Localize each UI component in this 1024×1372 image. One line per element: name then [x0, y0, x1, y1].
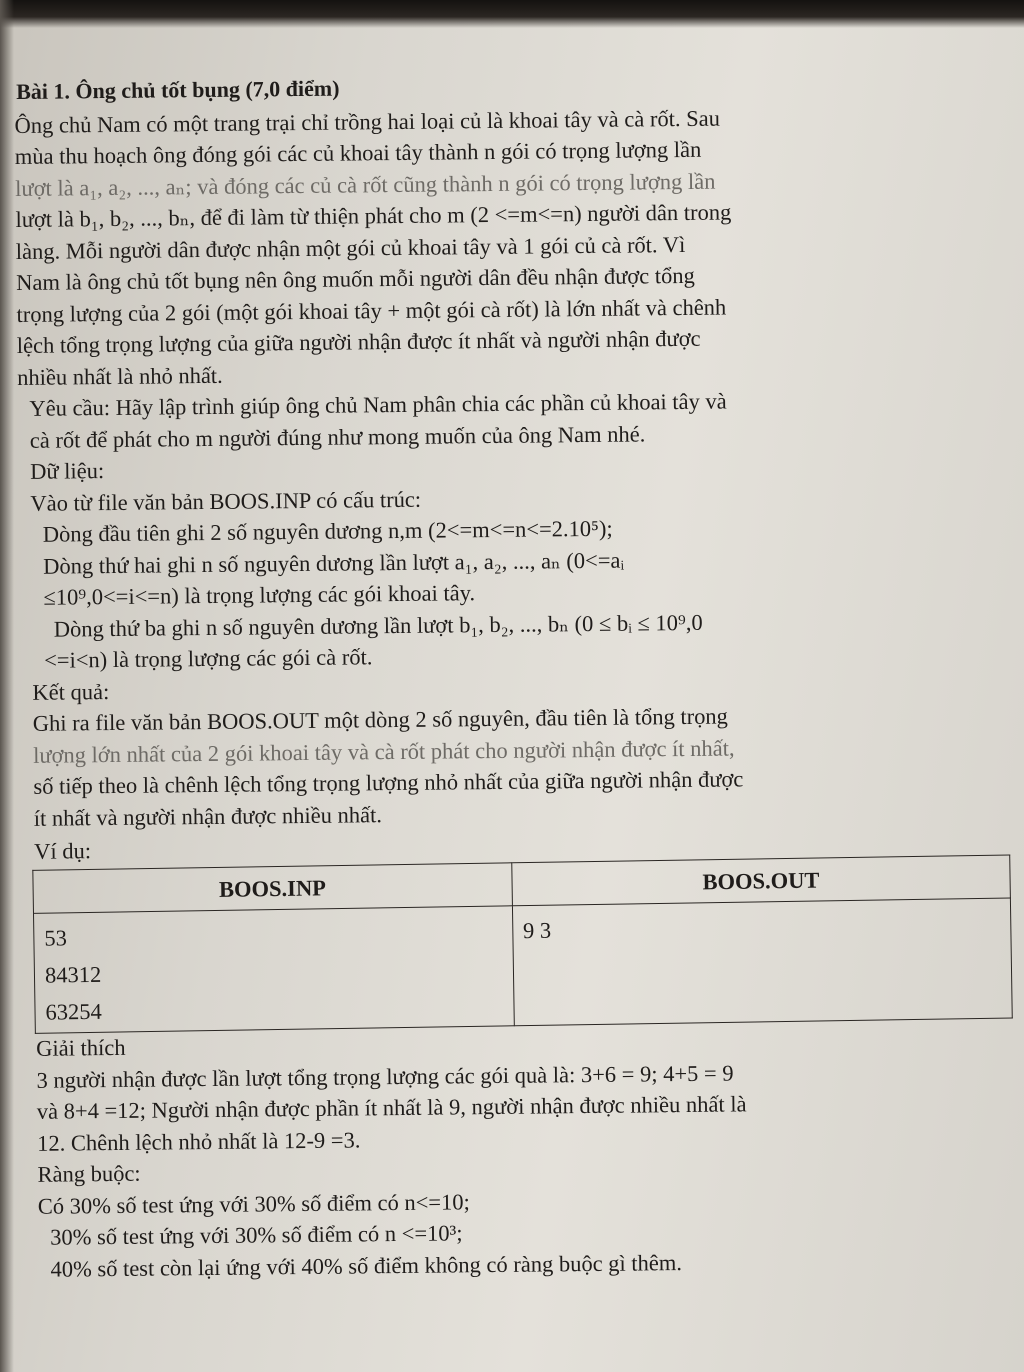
example-header-output: BOOS.OUT — [511, 854, 1010, 904]
statement-line: làng. Mỗi người dân được nhận một gói củ khoai tây và 1 gói củ cà rốt. Vì — [15, 231, 686, 264]
input-section — [18, 446, 1005, 677]
input-heading: Dữ liệu: — [30, 458, 105, 484]
statement-line: nhiều nhất là nhỏ nhất. — [17, 362, 223, 390]
problem-text — [14, 66, 1012, 1285]
photo-left-shadow — [0, 0, 14, 1372]
statement-line: lượt là b₁, b₂, ..., bₙ, để đi làm từ thiện phát cho m (2 <=m<=n) người dân trong — [15, 199, 732, 232]
example-output-cell — [512, 897, 1012, 1025]
output-section — [20, 666, 1007, 834]
constraints-section — [25, 1149, 1011, 1285]
output-line: ít nhất và người nhận được nhiều nhất. — [33, 801, 383, 831]
example-input-line: 84312 — [44, 960, 102, 987]
input-line: Dòng đầu tiên ghi 2 số nguyên dương n,m (2<=m<=n<=2.10⁵); — [42, 515, 613, 547]
statement-line: Nam là ông chủ tốt bụng nên ông muốn mỗi người dân đều nhận được tổng — [16, 262, 695, 295]
explanation-line: 3 người nhận được lần lượt tổng trọng lượng các gói quà là: 3+6 = 9; 4+5 = 9 — [36, 1060, 734, 1093]
explanation-line: và 8+4 =12; Người nhận được phần ít nhất là 9, người nhận được nhiều nhất là — [36, 1091, 747, 1124]
example-header-input: BOOS.INP — [33, 862, 512, 912]
example-input-cell — [33, 905, 514, 1033]
input-line: Vào từ file văn bản BOOS.INP có cấu trúc: — [30, 486, 422, 516]
statement-line: lượt là a₁, a₂, ..., aₙ; và đóng các củ cà rốt cũng thành n gói có trọng lượng lần — [15, 168, 716, 201]
statement-line: mùa thu hoạch ông đóng gói các củ khoai tây thành n gói có trọng lượng lần — [14, 136, 702, 169]
output-line: Ghi ra file văn bản BOOS.OUT một dòng 2 số nguyên, đầu tiên là tổng trọng — [32, 703, 728, 736]
input-line: <=i<n) là trọng lượng các gói cà rốt. — [43, 644, 373, 673]
requirement-line: Yêu cầu: Hãy lập trình giúp ông chủ Nam phân chia các phần củ khoai tây và — [29, 388, 727, 421]
output-line: số tiếp theo là chênh lệch tổng trọng lượng nhỏ nhất của giữa người nhận được — [33, 766, 744, 799]
photo-top-shadow — [0, 0, 1024, 28]
output-heading: Kết quả: — [32, 678, 110, 705]
explanation-section — [24, 1023, 1010, 1159]
constraint-line: Có 30% số test ứng với 30% số điểm có n<=10; — [37, 1188, 470, 1219]
example-input-line: 63254 — [45, 997, 102, 1024]
statement-line: Ông chủ Nam có một trang trại chỉ trồng hai loại củ là khoai tây và cà rốt. Sau — [14, 105, 721, 138]
example-label: Ví dụ: — [33, 838, 92, 864]
example-table — [32, 854, 1012, 1033]
input-line: Dòng thứ hai ghi n số nguyên dương lần lượt a₁, a₂, ..., aₙ (0<=aᵢ — [42, 547, 625, 579]
input-line: Dòng thứ ba ghi n số nguyên dương lần lượt b₁, b₂, ..., bₙ (0 ≤ bᵢ ≤ 10⁹,0 — [53, 609, 703, 642]
problem-title: Bài 1. Ông chủ tốt bụng (7,0 điểm) — [16, 75, 340, 104]
requirement-block — [17, 383, 1003, 456]
statement-line: lệch tổng trọng lượng của giữa người nhận được ít nhất và người nhận được — [16, 325, 701, 358]
constraints-heading: Ràng buộc: — [37, 1160, 141, 1187]
example-output-line: 9 3 — [522, 916, 552, 943]
statement-block — [14, 99, 1002, 393]
explanation-heading: Giải thích — [36, 1034, 126, 1061]
constraint-line: 30% số test ứng với 30% số điểm có n <=10³; — [50, 1220, 463, 1250]
example-input-line: 53 — [44, 924, 68, 950]
example-table-row — [33, 897, 1012, 1032]
constraint-line: 40% số test còn lại ứng với 40% số điểm không có ràng buộc gì thêm. — [50, 1249, 683, 1282]
explanation-line: 12. Chênh lệch nhỏ nhất là 12-9 =3. — [37, 1126, 361, 1156]
input-line: ≤10⁹,0<=i<=n) là trọng lượng các gói khoai tây. — [43, 580, 476, 610]
requirement-line: cà rốt để phát cho m người đúng như mong muốn của ông Nam nhé. — [29, 420, 646, 453]
statement-line: trọng lượng của 2 gói (một gói khoai tây + một gói cà rốt) là lớn nhất và chênh — [16, 294, 727, 327]
output-line: lượng lớn nhất của 2 gói khoai tây và cà rốt phát cho người nhận được ít nhất, — [32, 734, 735, 768]
